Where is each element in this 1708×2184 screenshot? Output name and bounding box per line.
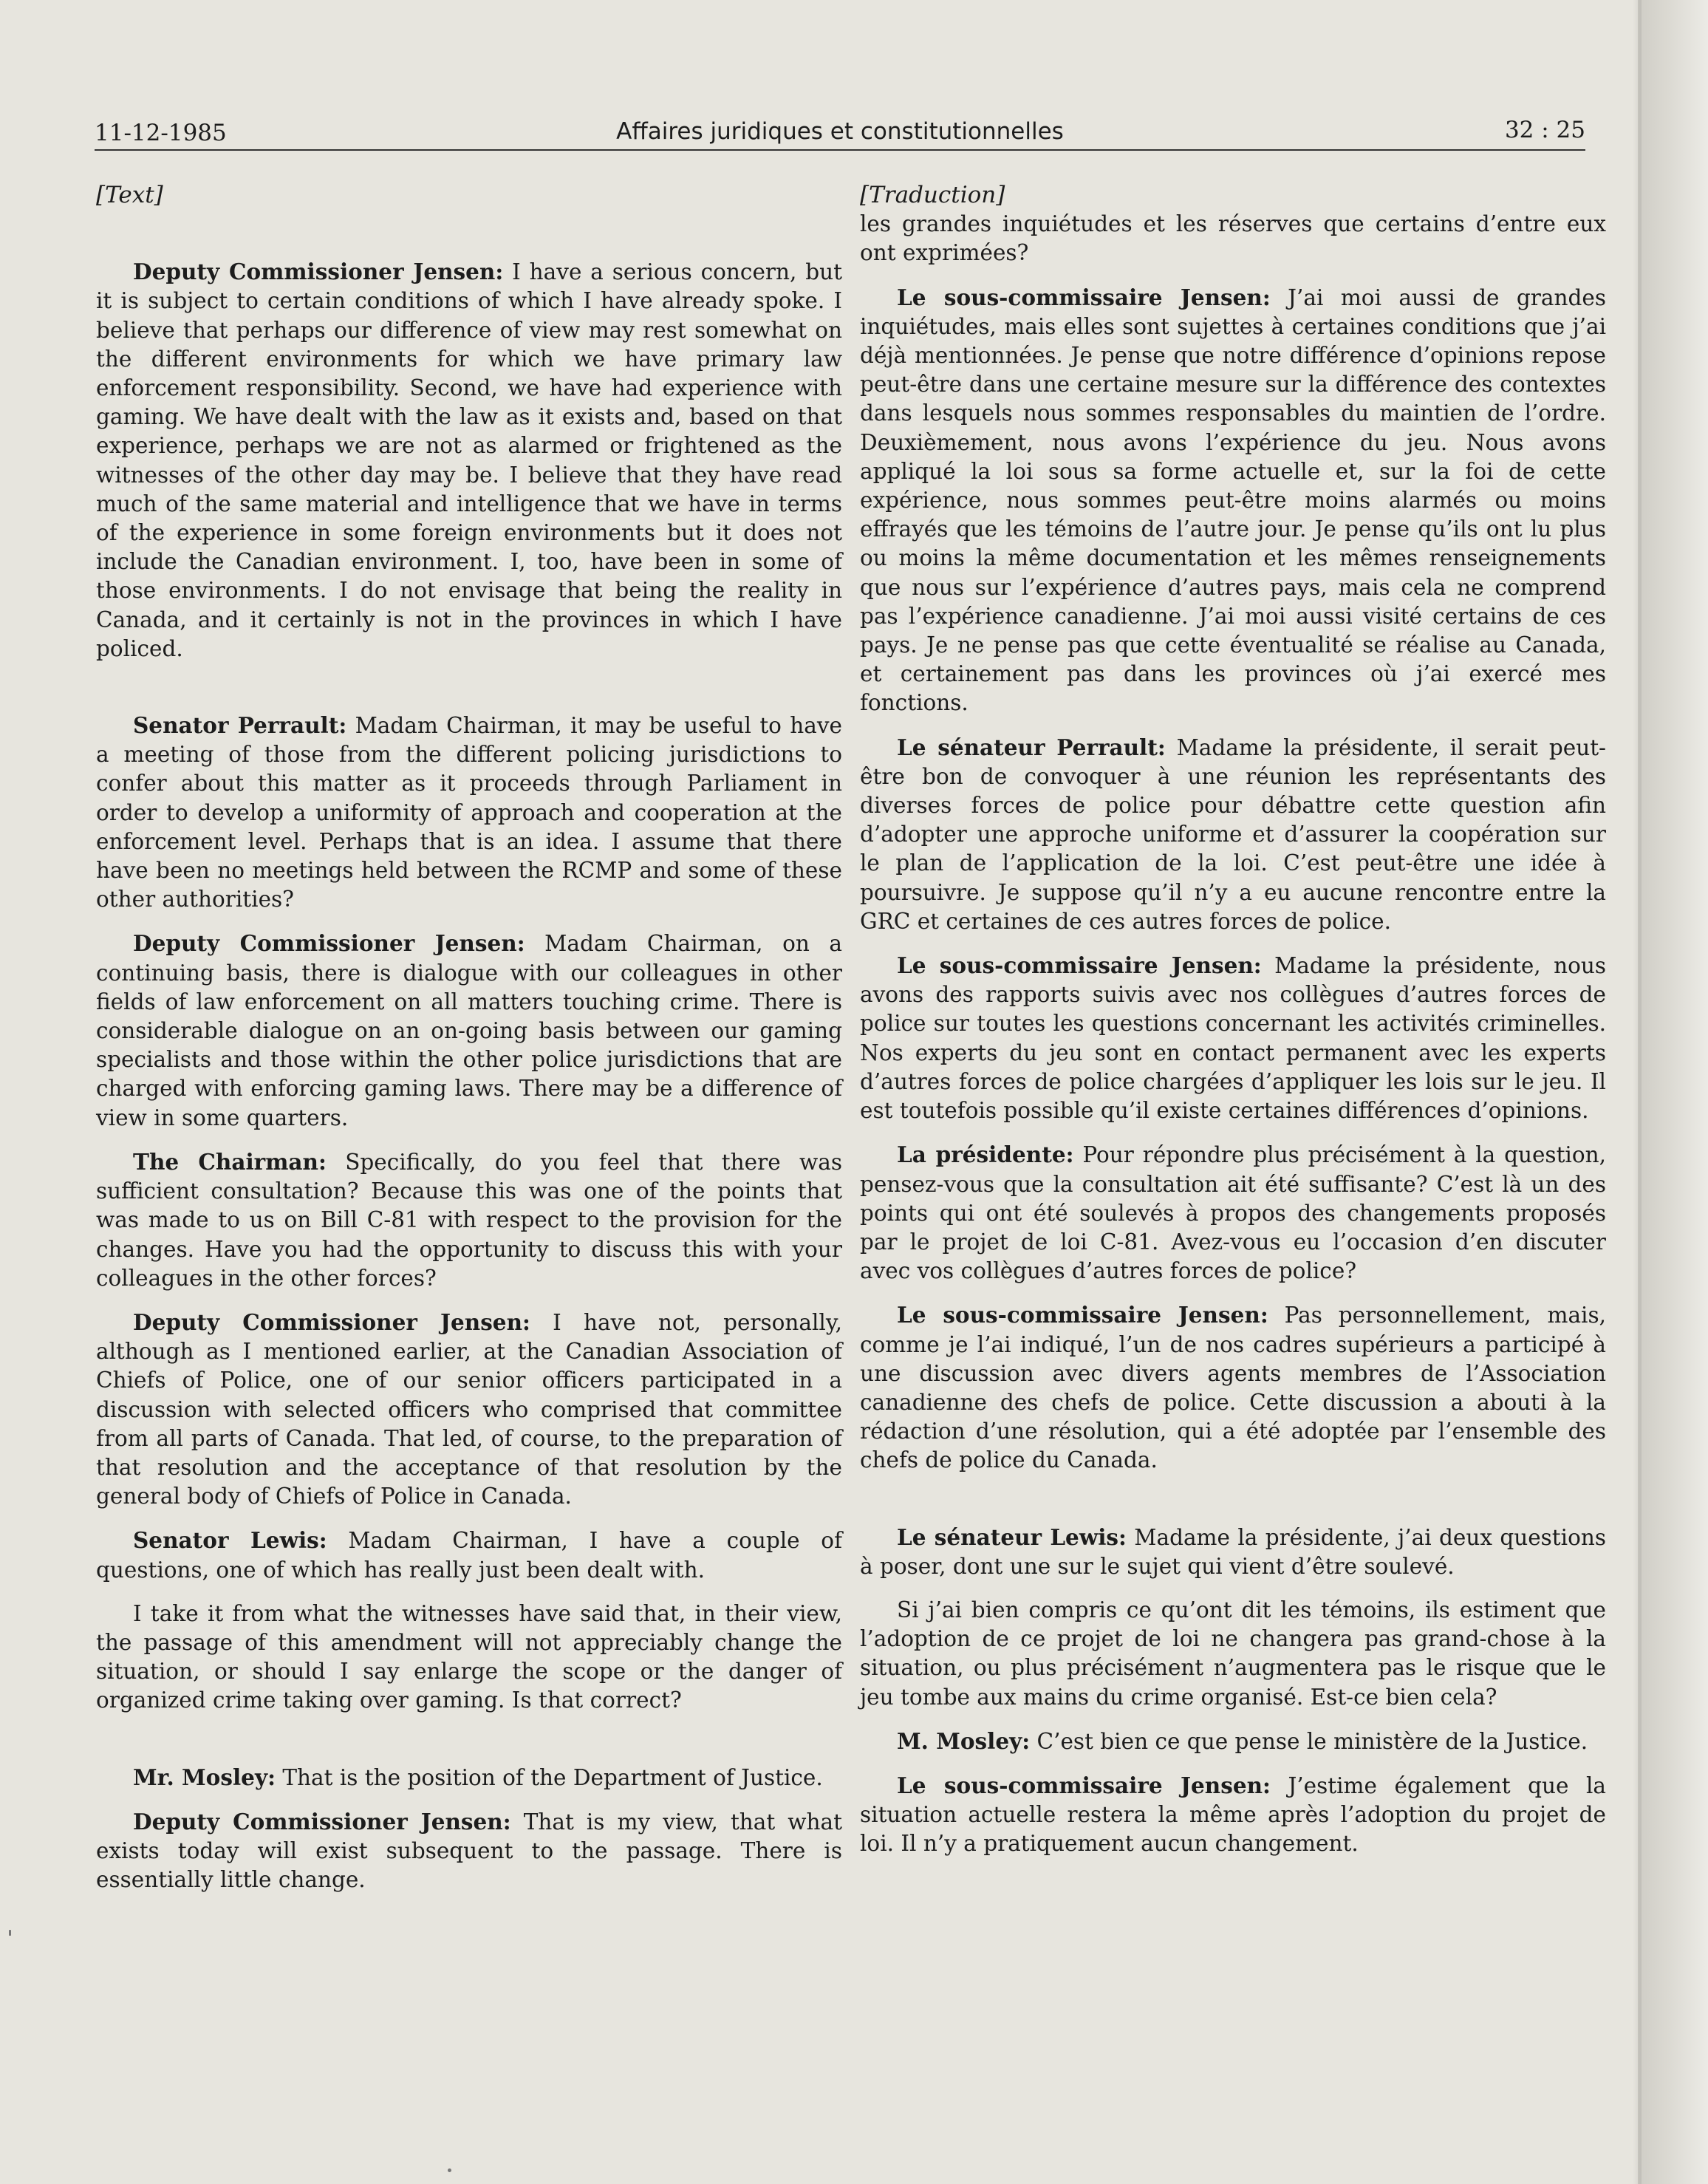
paragraph-text: J’ai moi aussi de grandes inquiétudes, mais elles sont sujettes à certaines conditions que j’ai déjà mentionnées. Je pense que notre différence d’opinions repose peut-être dans une certaine mesure sur la différence des contextes dans lesquels nous sommes responsables du maintien de l’ordre. Deuxièmement, nous avons l’expérience du jeu. Nous avons appliqué la loi sous sa forme actuelle et, sur la foi de cette expérience, nous sommes peut-être moins alarmés ou moins effrayés que les témoins de l’autre jour. Je pense qu’ils ont lu plus ou moins la même documentation et les mêmes renseignements que nous sur l’expérience d’autres pays, mais cela ne comprend pas l’expérience canadienne. J’ai moi aussi visité certains de ces pays. Je ne pense pas que cette éventualité se réalise au Canada, et certainement pas dans les provinces où j’ai exercé mes fonctions.	[860, 284, 1606, 716]
paragraph-text: Madam Chairman, I have a couple of questions, one of which has really just been dealt with.	[96, 1528, 842, 1583]
paragraph	[96, 1763, 842, 1792]
speaker-name: Le sous-commissaire Jensen:	[897, 1302, 1268, 1328]
speaker-name: Mr. Mosley:	[133, 1764, 276, 1790]
paragraph	[96, 1807, 842, 1895]
paragraph	[96, 929, 842, 1132]
header-rule	[95, 149, 1585, 151]
speaker-name: Deputy Commissioner Jensen:	[133, 1808, 511, 1835]
paragraph-text: Specifically, do you feel that there was sufficient consultation? Because this was one of the points that was made to us on Bill C-81 with respect to the provision for the changes. Have you had the opportunity to discuss this with your colleagues in the other forces?	[96, 1149, 842, 1291]
paragraph	[96, 1600, 842, 1716]
speaker-name: Le sous-commissaire Jensen:	[897, 1772, 1271, 1798]
speaker-name: The Chairman:	[133, 1148, 327, 1175]
running-header	[95, 103, 1585, 151]
language-tag: [Text]	[96, 182, 163, 208]
header-page-number: 32 : 25	[1504, 117, 1585, 143]
paragraph	[96, 1526, 842, 1584]
paragraph-text: I have not, personally, although as I mentioned earlier, at the Canadian Association of Chiefs of Police, one of our senior officers participated in a discussion with selected officers who comprised that committee from all parts of Canada. That led, of course, to the preparation of that resolution and the acceptance of that resolution by the general body of Chiefs of Police in Canada.	[96, 1309, 842, 1509]
scan-speck	[9, 1930, 11, 1936]
scan-speck	[448, 2168, 451, 2172]
speaker-name: Le sénateur Lewis:	[897, 1523, 1127, 1550]
language-tag: [Traduction]	[860, 182, 1005, 208]
paragraph	[860, 283, 1606, 718]
paragraph	[96, 1308, 842, 1511]
header-date: 11-12-1985	[95, 120, 227, 146]
paragraph-text: Pour répondre plus précisément à la question, pensez-vous que la consultation ait été suffisante? C’est là un des points qui ont été soulevés à propos des changements proposés par le projet de loi C-81. Avez-vous eu l’occasion d’en discuter avec vos collègues d’autres forces de police?	[860, 1142, 1606, 1284]
paragraph-text: J’estime également que la situation actuelle restera la même après l’adoption du projet de loi. Il n’y a pratiquement aucun changement.	[860, 1772, 1606, 1857]
speaker-name: Le sous-commissaire Jensen:	[897, 952, 1262, 979]
paragraph	[860, 1523, 1606, 1581]
paragraph-text: Madam Chairman, on a continuing basis, there is dialogue with our colleagues in other fields of law enforcement on all matters touching crime. There is considerable dialogue on an on-going basis between our gaming specialists and those within the other police jurisdictions that are charged with enforcing gaming laws. There may be a difference of view in some quarters.	[96, 931, 842, 1130]
paragraph-text: Madame la présidente, nous avons des rapports suivis avec nos collègues d’autres forces de police sur toutes les questions concernant les activités criminelles. Nos experts du jeu sont en contact permanent avec les experts d’autres forces de police chargées d’appliquer les lois sur le jeu. Il est toutefois possible qu’il existe certaines différences d’opinions.	[860, 953, 1606, 1124]
paragraph-text: Madam Chairman, it may be useful to have a meeting of those from the different policing jurisdictions to confer about this matter as it proceeds through Parliament in order to develop a uniformity of approach and cooperation at the enforcement level. Perhaps that is an idea. I assume that there have been no meetings held between the RCMP and some of these other authorities?	[96, 713, 842, 912]
speaker-name: Le sous-commissaire Jensen:	[897, 284, 1271, 310]
speaker-name: M. Mosley:	[897, 1727, 1031, 1754]
paragraph-text: les grandes inquiétudes et les réserves que certains d’entre eux ont exprimées?	[860, 211, 1606, 266]
paragraph	[860, 1596, 1606, 1712]
paragraph-text: I take it from what the witnesses have said that, in their view, the passage of this amendment will not appreciably change the situation, or should I say enlarge the scope or the danger of organized crime taking over gaming. Is that correct?	[96, 1600, 842, 1713]
paragraph-text: Pas personnellement, mais, comme je l’ai indiqué, l’un de nos cadres supérieurs a participé à une discussion avec divers agents membres de l’Association canadienne des chefs de police. Cette discussion a abouti à la rédaction d’une résolution, qui a été adoptée par l’ensemble des chefs de police du Canada.	[860, 1303, 1606, 1473]
english-column	[96, 181, 842, 1894]
paragraph	[96, 257, 842, 663]
paragraph-text: That is the position of the Department of Justice.	[275, 1764, 823, 1790]
paragraph-text: Madame la présidente, il serait peut-être bon de convoquer à une réunion les représentants des diverses forces de police pour débattre cette question afin d’adopter une approche uniforme et d’assurer la coopération sur le plan de l’application de la loi. C’est peut-être une idée à poursuivre. Je suppose qu’il n’y a eu aucune rencontre entre la GRC et certaines de ces autres forces de police.	[860, 734, 1607, 934]
paragraph-text: I have a serious concern, but it is subject to certain conditions of which I have already spoke. I believe that perhaps our difference of view may rest somewhat on the different environments for which we have primary law enforcement responsibility. Second, we have had experience with gaming. We have dealt with the law as it exists and, based on that experience, perhaps we are not as alarmed or frightened as the witnesses of the other day may be. I believe that they have read much of the same material and intelligence that we have in terms of the experience in some foreign environments but it does not include the Canadian environment. I, too, have been in some of those environments. I do not envisage that being the reality in Canada, and it certainly is not in the provinces in which I have policed.	[96, 259, 842, 661]
paragraph-text: That is my view, that what exists today will exist subsequent to the passage. There is essentially little change.	[96, 1809, 842, 1893]
speaker-name: La présidente:	[897, 1142, 1074, 1168]
paragraph	[860, 733, 1606, 936]
header-title: Affaires juridiques et constitutionnelles	[616, 118, 1064, 145]
paragraph	[860, 1300, 1606, 1475]
french-column	[860, 181, 1606, 1859]
paragraph	[96, 711, 842, 914]
speaker-name: Deputy Commissioner Jensen:	[133, 930, 525, 957]
page-shadow	[1633, 0, 1642, 2184]
paragraph-text: Si j’ai bien compris ce qu’ont dit les témoins, ils estiment que l’adoption de ce projet de loi ne changera pas grand-chose à la situation, ou plus précisément n’augmentera pas le risque que le jeu tombe aux mains du crime organisé. Est-ce bien cela?	[860, 1597, 1606, 1710]
paragraph-text: C’est bien ce que pense le ministère de la Justice.	[1030, 1728, 1588, 1754]
paragraph	[860, 951, 1606, 1125]
paragraph	[860, 1727, 1606, 1756]
page-edge	[1638, 0, 1708, 2184]
speaker-name: Senator Perrault:	[133, 712, 347, 739]
speaker-name: Senator Lewis:	[133, 1527, 327, 1554]
paragraph	[860, 210, 1606, 267]
paragraph	[860, 1140, 1606, 1286]
speaker-name: Deputy Commissioner Jensen:	[133, 1308, 530, 1335]
speaker-name: Le sénateur Perrault:	[897, 734, 1166, 760]
paragraph-text: Madame la présidente, j’ai deux questions à poser, dont une sur le sujet qui vient d’être soulevé.	[860, 1524, 1606, 1579]
paragraph	[96, 1147, 842, 1293]
speaker-name: Deputy Commissioner Jensen:	[133, 259, 504, 285]
paragraph	[860, 1771, 1606, 1859]
